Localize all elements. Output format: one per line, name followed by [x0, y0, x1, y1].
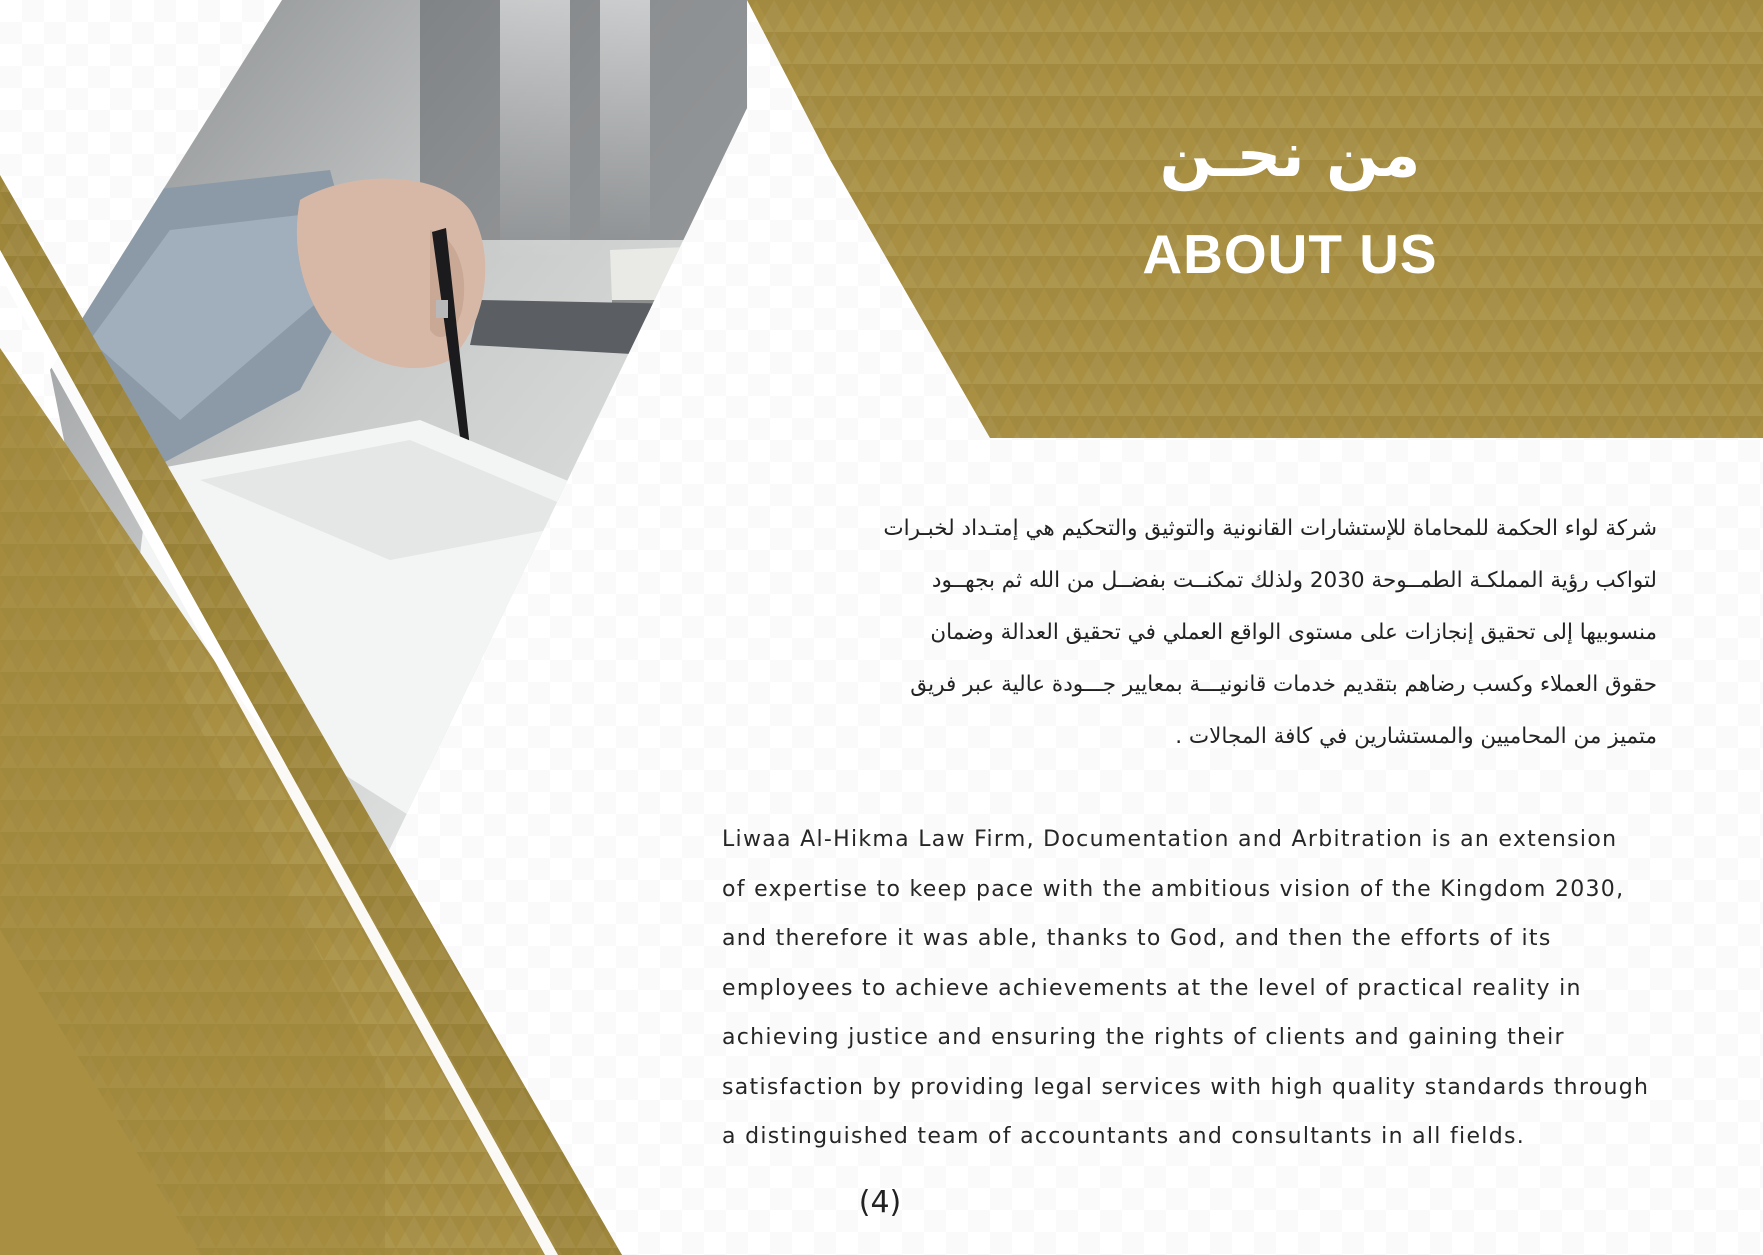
arabic-line: حقوق العملاء وكسب رضاهم بتقديم خدمات قانونيـــة بمعايير جـــودة عالية عبر فريق: [910, 672, 1657, 697]
arabic-paragraph: [712, 503, 1657, 763]
english-line: and therefore it was able, thanks to God, and then the efforts of its: [722, 926, 1552, 951]
heading-arabic: من نحـن: [1159, 118, 1421, 191]
english-line: of expertise to keep pace with the ambitious vision of the Kingdom 2030,: [722, 876, 1625, 902]
arabic-line: منسوبيها إلى تحقيق إنجازات على مستوى الواقع العملي في تحقيق العدالة وضمان: [930, 620, 1657, 645]
english-line: achieving justice and ensuring the rights of clients and gaining their: [722, 1025, 1565, 1050]
english-line: Liwaa Al-Hikma Law Firm, Documentation and Arbitration is an extension: [722, 827, 1618, 852]
heading-english: ABOUT US: [1142, 223, 1438, 285]
english-paragraph: [722, 815, 1657, 1162]
arabic-line: متميز من المحاميين والمستشارين في كافة المجالات .: [1175, 724, 1657, 749]
page-number: (4): [858, 1185, 902, 1220]
arabic-line: لتواكب رؤية المملكـة الطمــوحة 2030 ولذلك تمكنــت بفضــل من الله ثم بجهــود: [931, 568, 1657, 593]
english-line: satisfaction by providing legal services with high quality standards through: [722, 1074, 1650, 1100]
arabic-line: شركة لواء الحكمة للمحاماة للإستشارات القانونية والتوثيق والتحكيم هي إمتـداد لخبـرات: [883, 516, 1657, 541]
english-line: employees to achieve achievements at the level of practical reality in: [722, 975, 1582, 1001]
english-line: a distinguished team of accountants and consultants in all fields.: [722, 1124, 1526, 1149]
